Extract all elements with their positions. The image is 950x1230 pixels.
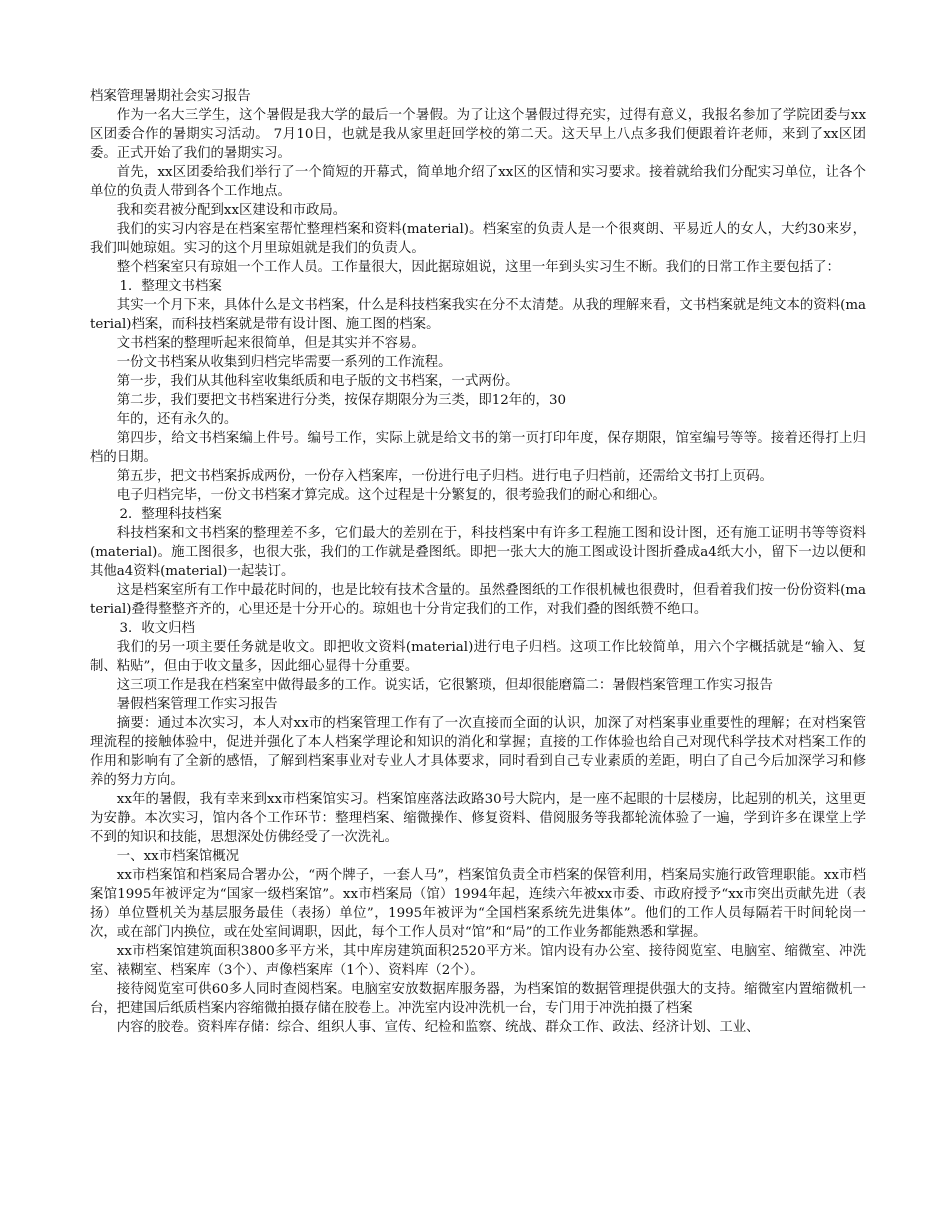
paragraph: 第二步，我们要把文书档案进行分类，按保存期限分为三类，即12年的，30 (116, 393, 566, 408)
paragraph: 第四步，给文书档案编上件号。编号工作，实际上就是给文书的第一页打印年度，保存期限，馆室编号等等。接着还得打上归档的日期。 (90, 431, 866, 465)
paragraph: 科技档案和文书档案的整理差不多，它们最大的差别在于，科技档案中有许多工程施工图和设计图，还有施工证明书等等资料(material)。施工图很多，也很大张，我们的工作就是叠图纸。即把一张大大的施工图或设计图折叠成a4纸大小，留下一边以便和其他a4资料(material)一起装订。 (90, 526, 866, 579)
paragraph: 一、xx市档案馆概况 (116, 849, 240, 864)
paragraph: 首先，xx区团委给我们举行了一个简短的开幕式，简单地介绍了xx区的区情和实习要求。接着就给我们分配实习单位，让各个单位的负责人带到各个工作地点。 (90, 165, 866, 199)
paragraph: 摘要：通过本次实习，本人对xx市的档案管理工作有了一次直接而全面的认识，加深了对档案事业重要性的理解；在对档案管理流程的接触体验中，促进并强化了本人档案学理论和知识的消化和掌握；直接的工作体验也给自己对现代科学技术对档案工作的作用和影响有了全新的感悟，了解到档案事业对专业人才具体要求，同时看到自己专业素质的差距，明白了自己今后加深学习和修养的努力方向。 (90, 716, 866, 788)
section-heading: 1．整理文书档案 (119, 279, 222, 294)
paragraph: xx市档案馆和档案局合署办公，“两个牌子，一套人马”，档案馆负责全市档案的保管利用，档案局实施行政管理职能。xx市档案馆1995年被评定为“国家一级档案馆”。xx市档案局（馆）1994年起，连续六年被xx市委、市政府授予“xx市突出贡献先进（表扬）单位暨机关为基层服务最佳（表扬）单位”，1995年被评为“全国档案系统先进集体”。他们的工作人员每隔若干时间轮岗一次，或在部门内换位，或在处室间调职，因此，每个工作人员对“馆”和“局”的工作业务都能熟悉和掌握。 (90, 868, 866, 940)
paragraph: 暑假档案管理工作实习报告 (116, 697, 278, 712)
paragraph: 电子归档完毕，一份文书档案才算完成。这个过程是十分繁复的，很考验我们的耐心和细心。 (116, 488, 666, 503)
paragraph: 一份文书档案从收集到归档完毕需要一系列的工作流程。 (116, 355, 452, 370)
paragraph: 这是档案室所有工作中最花时间的，也是比较有技术含量的。虽然叠图纸的工作很机械也很费时，但看着我们按一份份资料(material)叠得整整齐齐的，心里还是十分开心的。琼姐也十分肯定我们的工作，对我们叠的图纸赞不绝口。 (90, 583, 866, 617)
paragraph: xx市档案馆建筑面积3800多平方米，其中库房建筑面积2520平方米。馆内设有办公室、接待阅览室、电脑室、缩微室、冲洗室、裱糊室、档案库（3个）、声像档案库（1个）、资料库（2个）。 (90, 944, 866, 978)
paragraph: 接待阅览室可供60多人同时查阅档案。电脑室安放数据库服务器，为档案馆的数据管理提供强大的支持。缩微室内置缩微机一台，把建国后纸质档案内容缩微拍摄存储在胶卷上。冲洗室内设冲洗机一台，专门用于冲洗拍摄了档案 (90, 982, 866, 1016)
paragraph: 我们的实习内容是在档案室帮忙整理档案和资料(material)。档案室的负责人是一个很爽朗、平易近人的女人，大约30来岁，我们叫她琼姐。实习的这个月里琼姐就是我们的负责人。 (90, 222, 866, 256)
paragraph: 其实一个月下来，具体什么是文书档案，什么是科技档案我实在分不太清楚。从我的理解来看，文书档案就是纯文本的资料(material)档案，而科技档案就是带有设计图、施工图的档案。 (90, 298, 866, 332)
paragraph: 第一步，我们从其他科室收集纸质和电子版的文书档案，一式两份。 (116, 374, 519, 389)
paragraph: xx年的暑假，我有幸来到xx市档案馆实习。档案馆座落法政路30号大院内，是一座不起眼的十层楼房，比起别的机关，这里更为安静。本次实习，馆内各个工作环节：整理档案、缩微操作、修复资料、借阅服务等我都轮流体验了一遍，学到许多在课堂上学不到的知识和技能，思想深处仿佛经受了一次洗礼。 (90, 792, 866, 845)
paragraph: 这三项工作是我在档案室中做得最多的工作。说实话，它很繁琐，但却很能磨篇二：暑假档案管理工作实习报告 (116, 678, 773, 693)
section-heading: 3．收文归档 (119, 621, 195, 636)
paragraph: 我们的另一项主要任务就是收文。即把收文资料(material)进行电子归档。这项工作比较简单，用六个字概括就是“输入、复制、粘贴”，但由于收文量多，因此细心显得十分重要。 (90, 640, 866, 674)
document-title: 档案管理暑期社会实习报告 (90, 89, 251, 104)
paragraph: 第五步，把文书档案拆成两份，一份存入档案库，一份进行电子归档。进行电子归档前，还需给文书打上页码。 (116, 469, 773, 484)
paragraph: 我和奕君被分配到xx区建设和市政局。 (116, 203, 347, 218)
paragraph: 年的，还有永久的。 (116, 412, 238, 427)
paragraph: 整个档案室只有琼姐一个工作人员。工作量很大，因此据琼姐说，这里一年到头实习生不断。我们的日常工作主要包括了： (116, 260, 840, 275)
paragraph: 作为一名大三学生，这个暑假是我大学的最后一个暑假。为了让这个暑假过得充实，过得有意义，我报名参加了学院团委与xx区团委合作的暑期实习活动。 7月10日，也就是我从家里赶回学校的第二天。这天早上八点多我们便跟着许老师，来到了xx区团委。正式开始了我们的暑期实习。 (90, 108, 866, 161)
section-heading: 2．整理科技档案 (119, 507, 222, 522)
paragraph: 文书档案的整理听起来很简单，但是其实并不容易。 (116, 336, 425, 351)
paragraph: 内容的胶卷。资料库存储：综合、组织人事、宣传、纪检和监察、统战、群众工作、政法、经济计划、工业、 (116, 1020, 760, 1035)
